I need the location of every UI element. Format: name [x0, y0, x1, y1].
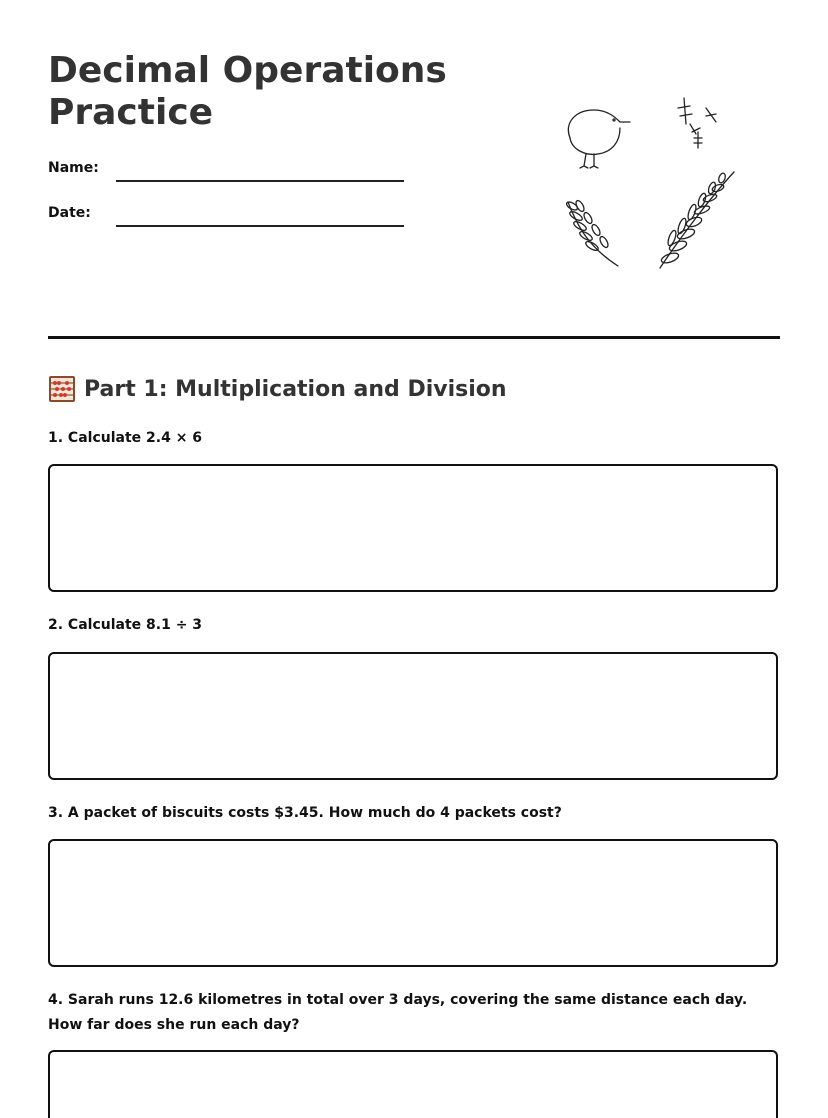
date-line[interactable] — [116, 225, 404, 227]
fern-right-icon — [660, 172, 734, 268]
date-label: Date: — [48, 205, 91, 221]
section-title: Part 1: Multiplication and Division — [84, 376, 507, 402]
fern-left-icon — [565, 199, 618, 266]
name-label: Name: — [48, 160, 99, 176]
answer-box-1[interactable] — [48, 464, 778, 592]
cross-marks-icon — [678, 98, 716, 148]
section-divider — [48, 336, 780, 339]
question-3: 3. A packet of biscuits costs $3.45. How much do 4 packets cost? — [48, 805, 562, 821]
question-1: 1. Calculate 2.4 × 6 — [48, 430, 203, 446]
question-2: 2. Calculate 8.1 ÷ 3 — [48, 617, 203, 633]
page-title: Decimal Operations Practice — [48, 50, 447, 133]
name-field[interactable] — [48, 160, 408, 190]
answer-box-3[interactable] — [48, 839, 778, 967]
answer-box-2[interactable] — [48, 652, 778, 780]
kiwi-bird-icon — [568, 110, 630, 168]
date-field[interactable] — [48, 205, 408, 235]
abacus-icon — [48, 375, 76, 403]
answer-box-4[interactable] — [48, 1050, 778, 1118]
section-heading — [48, 374, 507, 404]
kiwi-fern-illustration — [550, 88, 750, 278]
question-4: 4. Sarah runs 12.6 kilometres in total over 3 days, covering the same distance each day. How far does she run each day? — [48, 992, 748, 1033]
name-line[interactable] — [116, 180, 404, 182]
